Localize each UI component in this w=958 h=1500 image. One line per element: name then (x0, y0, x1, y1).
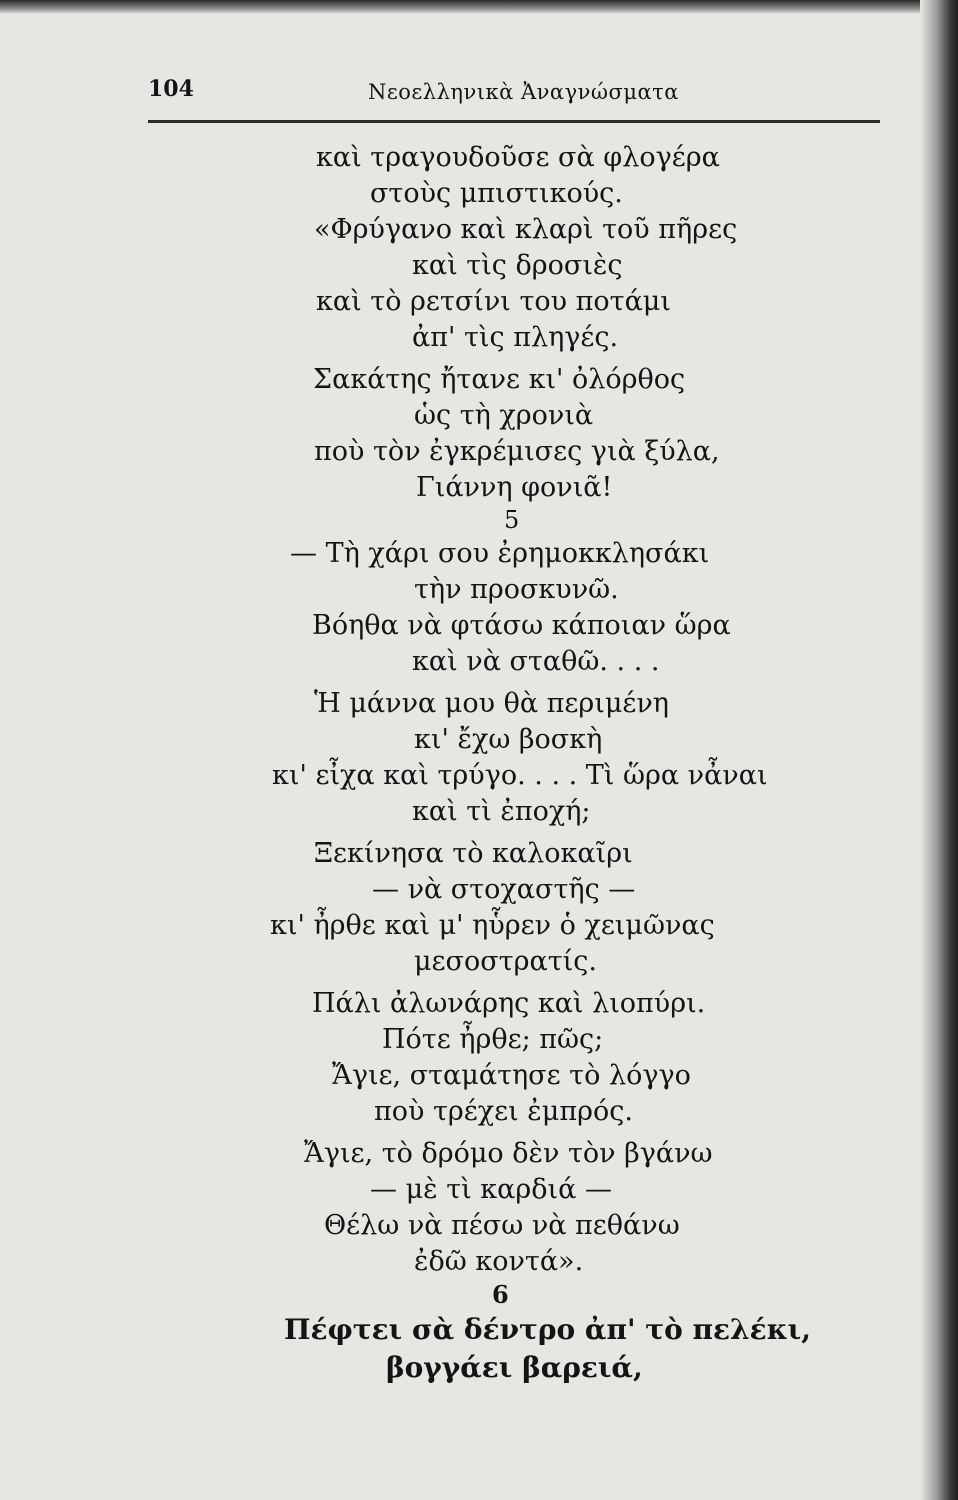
poem-line: καὶ τραγουδοῦσε σὰ φλογέρα (316, 142, 720, 173)
poem-line: Γιάννη φονιᾶ! (416, 472, 613, 503)
poem-line: Πάλι ἀλωνάρης καὶ λιοπύρι. (312, 988, 706, 1019)
poem-line: καὶ τὶ ἐποχή; (412, 796, 591, 827)
poem-line: «Φρύγανο καὶ κλαρὶ τοῦ πῆρες (314, 214, 738, 245)
poem-line: κι' ἦρθε καὶ μ' ηὗρεν ὁ χειμῶνας (270, 910, 715, 941)
poem-line: στοὺς μπιστικούς. (370, 178, 623, 209)
header-rule (148, 120, 880, 123)
poem-line: κι' ἔχω βοσκὴ (414, 724, 603, 755)
poem-line: Ξεκίνησα τὸ καλοκαῖρι (314, 838, 633, 869)
poem-line: ἐδῶ κοντά». (414, 1246, 584, 1277)
poem-line: Πότε ἦρθε; πῶς; (382, 1024, 604, 1055)
section-number: 6 (492, 1280, 509, 1309)
poem-line: ποὺ τρέχει ἐμπρός. (374, 1096, 633, 1127)
section-number: 5 (504, 506, 520, 534)
poem-line: Βόηθα νὰ φτάσω κάποιαν ὥρα (312, 610, 731, 641)
poem-line: τὴν προσκυνῶ. (414, 574, 619, 605)
poem-line: ποὺ τὸν ἐγκρέμισες γιὰ ξύλα, (314, 436, 720, 467)
poem-line: ὡς τὴ χρονιὰ (414, 400, 594, 431)
book-binding-shadow (920, 0, 958, 1500)
poem-line: καὶ τὸ ρετσίνι του ποτάμι (316, 286, 671, 317)
poem-line: Ἄγιε, τὸ δρόμο δὲν τὸν βγάνω (304, 1138, 713, 1169)
poem-line: — Τὴ χάρι σου ἐρημοκκλησάκι (290, 538, 710, 569)
page-top-shadow (0, 0, 958, 14)
poem-line: Ἄγιε, σταμάτησε τὸ λόγγο (332, 1060, 691, 1091)
poem-line: καὶ νὰ σταθῶ. . . . (412, 646, 660, 677)
page-number: 104 (148, 76, 194, 102)
poem-line: μεσοστρατίς. (414, 946, 597, 977)
poem-line: Πέφτει σὰ δέντρο ἀπ' τὸ πελέκι, (284, 1313, 811, 1346)
poem-line: Ἡ μάννα μου θὰ περιμένη (314, 688, 669, 719)
poem-line: ἀπ' τὶς πληγές. (412, 322, 619, 353)
poem-line: Σακάτης ἤτανε κι' ὀλόρθος (313, 364, 686, 395)
poem-line: καὶ τὶς δροσιὲς (412, 250, 623, 281)
poem-line: βογγάει βαρειά, (386, 1351, 643, 1384)
page-header (148, 76, 880, 106)
poem-line: Θέλω νὰ πέσω νὰ πεθάνω (324, 1210, 680, 1241)
poem-line: — νὰ στοχαστῆς — (372, 874, 636, 905)
poem-line: κι' εἶχα καὶ τρύγο. . . . Τὶ ὥρα νἆναι (272, 760, 768, 791)
poem-line: — μὲ τὶ καρδιά — (370, 1174, 612, 1205)
running-title: Νεοελληνικὰ Ἀναγνώσματα (368, 80, 679, 104)
